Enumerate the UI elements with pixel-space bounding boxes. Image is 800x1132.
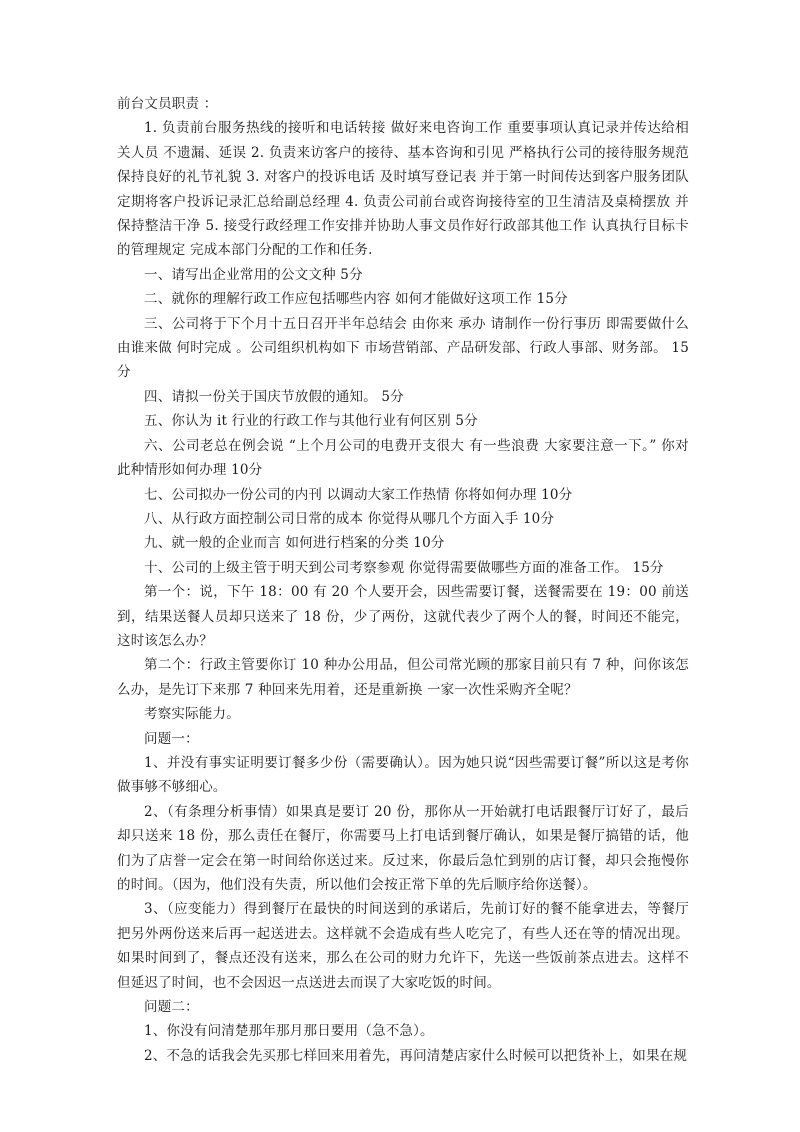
case-one-paragraph: 第一个：说，下午 18：00 有 20 个人要开会，因些需要订餐，送餐需要在 19：00 前送到，结果送餐人员却只送来了 18 份，少了两份，这就代表少了两个人的餐，时间还不能完，这时该怎么办？ [117,584,689,649]
problem-two-heading: 问题二： [144,999,199,1016]
duties-paragraph: 1. 负责前台服务热线的接听和电话转接 做好来电咨询工作 重要事项认真记录并传达给相关人员 不遗漏、延误 2. 负责来访客户的接待、基本咨询和引见 严格执行公司的接待服务规范 保持良好的礼节礼貌 3. 对客户的投诉电话 及时填写登记表 并于第一时间传达到客户服务团队 定期将客户投诉记录汇总给副总经理 4. 负责公司前台或咨询接待室的卫生清洁及桌椅摆放 并保持整洁干净 5. 接受行政经理工作安排并协助人事文员作好行政部其他工作 认真执行目标卡的管理规定 完成本部门分配的工作和任务. [117,120,694,259]
question-item: 三、公司将于下个月十五日召开半年总结会 由你来 承办 请制作一份行事历 即需要做什么 由谁来做 何时完成 。公司组织机构如下 市场营销部、产品研发部、行政人事部、财务部。 15分 [117,315,694,381]
problem-one-item: 2、（有条理分析事情）如果真是要订 20 份，那你从一开始就打电话跟餐厅订好了，最后却只送来 18 份，那么责任在餐厅，你需要马上打电话到餐厅确认，如果是餐厅搞错的话，他们为了店誉一定会在第一时间给你送过来。反过来，你最后急忙到别的店订餐，却只会拖慢你的时间。（因为，他们没有失责，所以他们会按正常下单的先后顺序给你送餐）。 [117,803,689,893]
question-item: 十、公司的上级主管于明天到公司考察参观 你觉得需要做哪些方面的准备工作。 15分 [144,559,664,576]
document-page [117,92,694,1068]
question-item: 九、就一般的企业而言 如何进行档案的分类 10分 [144,535,445,552]
case-two-paragraph: 第二个：行政主管要你订 10 种办公用品，但公司常光顾的那家目前只有 7 种，问你该怎么办，是先订下来那 7 种回来先用着，还是重新换 一家一次性采购齐全呢？ [117,657,689,698]
question-item: 一、请写出企业常用的公文文种 5分 [144,266,363,283]
document-title: 前台文员职责 ： [117,96,218,112]
question-item: 七、公司拟办一份公司的内刊 以调动大家工作热情 你将如何办理 10分 [144,486,573,503]
problem-two-item: 2、不急的话我会先买那七样回来用着先，再问清楚店家什么时候可以把货补上，如果在规 [144,1047,688,1064]
problem-one-item: 3、（应变能力）得到餐厅在最快的时间送到的承诺后，先前订好的餐不能拿进去，等餐厅把另外两份送来后再一起送进去。这样就不会造成有些人吃完了，有些人还在等的情况出现。如果时间到了，餐点还没有送来，那么在公司的财力允许下，先送一些饭前茶点进去。这样不但延迟了时间，也不会因迟一点送进去而误了大家吃饭的时间。 [117,901,689,991]
question-item: 五、你认为 it 行业的行政工作与其他行业有何区别 5分 [144,413,478,430]
problem-two-item: 1、你没有问清楚那年那月那日要用（急不急）。 [144,1023,434,1040]
problem-one-item: 1、并没有事实证明要订餐多少份（需要确认）。因为她只说“因些需要订餐”所以这是考你做事够不够细心。 [117,754,689,796]
problem-one-heading: 问题一： [144,730,199,747]
question-item: 二、就你的理解行政工作应包括哪些内容 如何才能做好这项工作 15分 [144,291,568,308]
question-item: 八、从行政方面控制公司日常的成本 你觉得从哪几个方面入手 10分 [144,510,555,527]
question-item: 六、公司老总在例会说 “上个月公司的电费开支很大 有一些浪费 大家要注意一下。” 你对此种情形如何办理 10分 [117,437,689,479]
question-item: 四、请拟一份关于国庆节放假的通知。 5分 [144,388,404,405]
ability-note: 考察实际能力。 [144,706,240,723]
